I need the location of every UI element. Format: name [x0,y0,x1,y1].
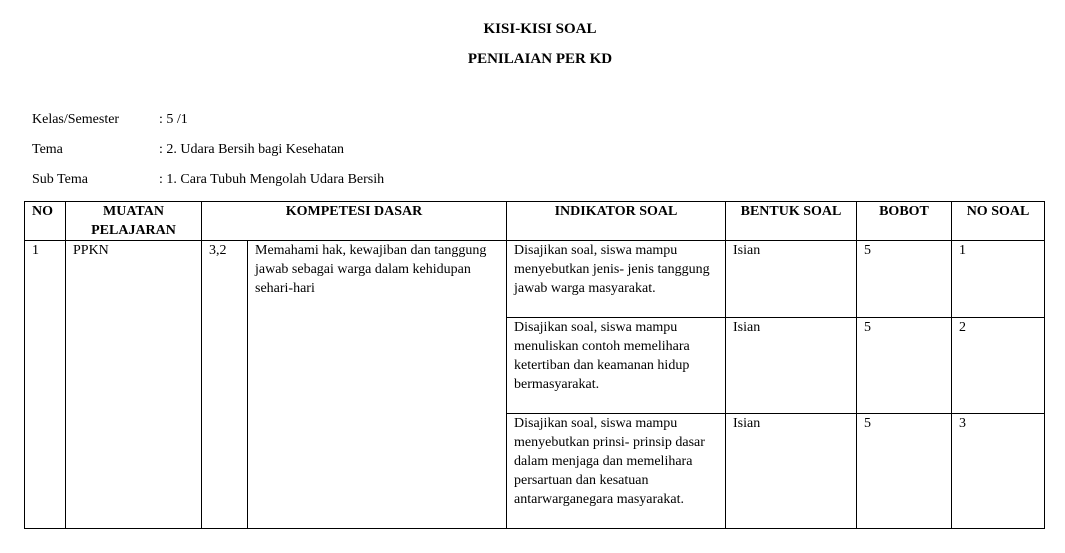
header-no-soal: NO SOAL [952,202,1045,241]
header-indikator: INDIKATOR SOAL [507,202,726,241]
meta-value-tema: : 2. Udara Bersih bagi Kesehatan [159,142,345,157]
meta-label-subtema: Sub Tema [32,172,88,187]
header-bobot: BOBOT [857,202,952,241]
table-row [25,241,1045,318]
header-bentuk: BENTUK SOAL [726,202,857,241]
cell-indikator: Disajikan soal, siswa mampu menyebutkan prinsi- prinsip dasar dalam menjaga dan memelihara persartuan dan kesatuan antarwarganegara masyarakat. [507,414,726,529]
cell-indikator: Disajikan soal, siswa mampu menuliskan contoh memelihara ketertiban dan keamanan hidup bermasyarakat. [507,318,726,414]
header-kompetensi: KOMPETESI DASAR [202,202,507,241]
meta-label-tema: Tema [32,142,63,157]
header-no: NO [25,202,66,241]
cell-indikator: Disajikan soal, siswa mampu menyebutkan jenis- jenis tanggung jawab warga masyarakat. [507,241,726,318]
header-row [25,202,1045,241]
cell-no-soal: 3 [952,414,1045,529]
cell-kd-code: 3,2 [202,241,248,529]
header-muatan: MUATAN PELAJARAN [66,202,202,241]
cell-bobot: 5 [857,414,952,529]
cell-no-soal: 1 [952,241,1045,318]
cell-muatan: PPKN [66,241,202,529]
meta-value-subtema: : 1. Cara Tubuh Mengolah Udara Bersih [159,172,385,187]
cell-bobot: 5 [857,318,952,414]
meta-label-kelas: Kelas/Semester [32,112,120,127]
document-title: KISI-KISI SOAL [483,21,597,37]
cell-no-soal: 2 [952,318,1045,414]
meta-value-kelas: : 5 /1 [159,112,188,127]
cell-no: 1 [25,241,66,529]
kisi-kisi-table [24,201,1045,529]
cell-kd-text: Memahami hak, kewajiban dan tanggung jawab sebagai warga dalam kehidupan sehari-hari [248,241,507,529]
cell-bobot: 5 [857,241,952,318]
cell-bentuk: Isian [726,414,857,529]
document-subtitle: PENILAIAN PER KD [467,51,613,67]
cell-bentuk: Isian [726,241,857,318]
cell-bentuk: Isian [726,318,857,414]
